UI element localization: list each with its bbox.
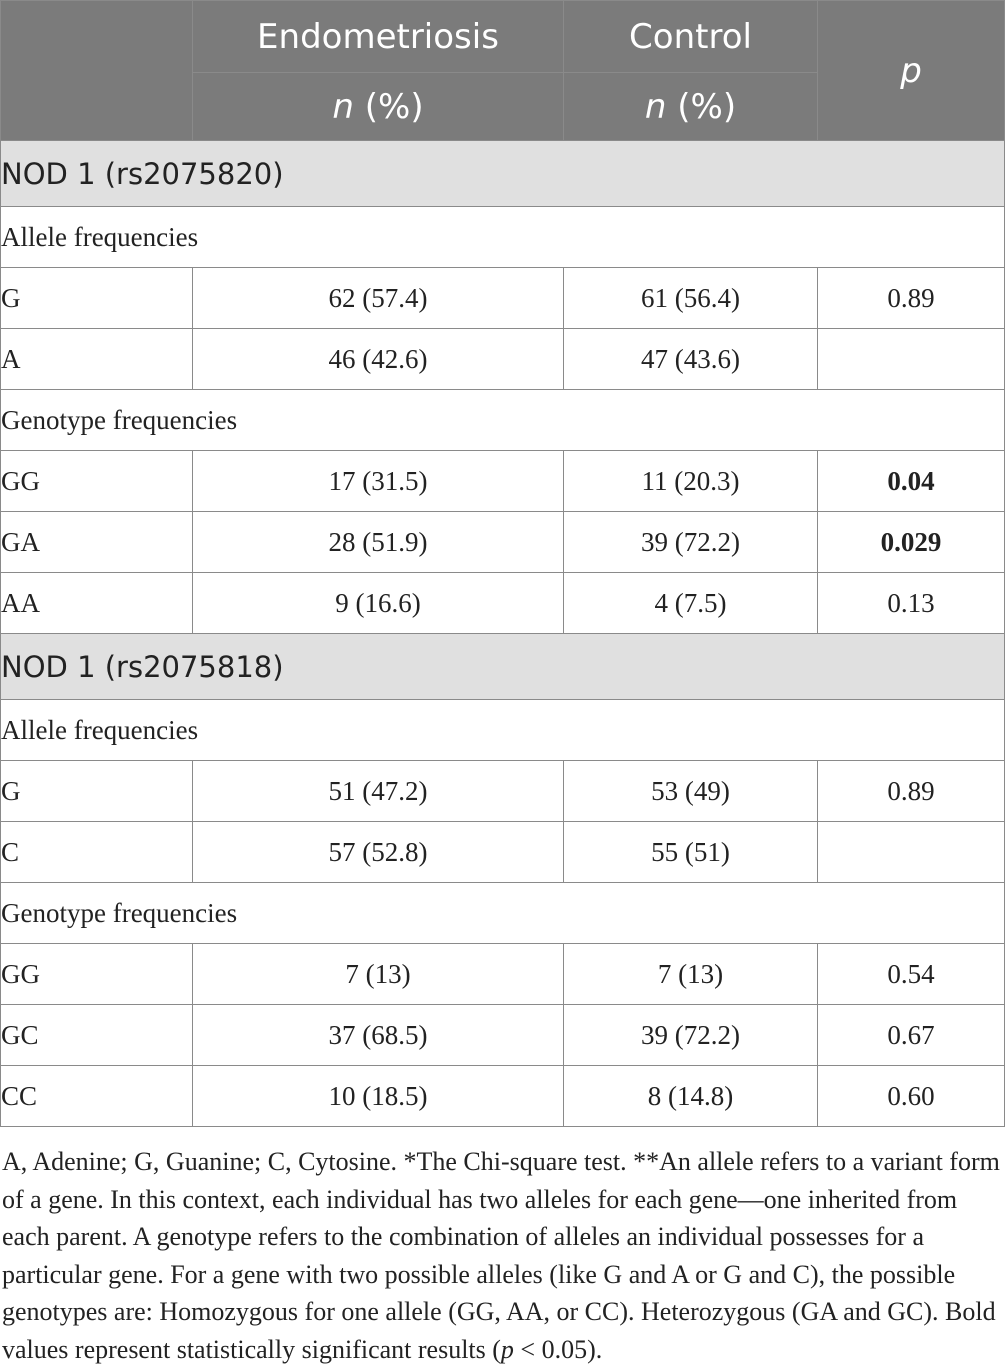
table-footnote — [2, 1143, 1002, 1368]
header-empty-cell — [1, 1, 193, 141]
control-value: 7 (13) — [564, 944, 818, 1005]
table-row — [1, 329, 1005, 390]
row-label: GA — [1, 512, 193, 573]
control-value: 47 (43.6) — [564, 329, 818, 390]
p-value: 0.13 — [818, 573, 1005, 634]
endometriosis-value: 28 (51.9) — [193, 512, 564, 573]
row-label: G — [1, 268, 193, 329]
row-label: C — [1, 822, 193, 883]
p-value: 0.60 — [818, 1066, 1005, 1127]
p-value: 0.029 — [818, 512, 1005, 573]
control-value: 4 (7.5) — [564, 573, 818, 634]
footnote-text-end: < 0.05). — [513, 1334, 603, 1364]
group-row — [1, 207, 1005, 268]
endometriosis-value: 46 (42.6) — [193, 329, 564, 390]
row-label: CC — [1, 1066, 193, 1127]
group-label: Genotype frequencies — [1, 390, 1005, 451]
header-pct-label: (%) — [353, 86, 424, 127]
endometriosis-value: 7 (13) — [193, 944, 564, 1005]
control-value: 39 (72.2) — [564, 1005, 818, 1066]
section-title: NOD 1 (rs2075820) — [1, 141, 1005, 207]
group-row — [1, 700, 1005, 761]
p-value: 0.04 — [818, 451, 1005, 512]
endometriosis-value: 17 (31.5) — [193, 451, 564, 512]
row-label: AA — [1, 573, 193, 634]
row-label: GG — [1, 944, 193, 1005]
header-endometriosis: Endometriosis — [193, 1, 564, 73]
section-title: NOD 1 (rs2075818) — [1, 634, 1005, 700]
endometriosis-value: 57 (52.8) — [193, 822, 564, 883]
row-label: GC — [1, 1005, 193, 1066]
endometriosis-value: 9 (16.6) — [193, 573, 564, 634]
row-label: GG — [1, 451, 193, 512]
endometriosis-value: 37 (68.5) — [193, 1005, 564, 1066]
group-label: Genotype frequencies — [1, 883, 1005, 944]
header-control: Control — [564, 1, 818, 73]
table-row — [1, 1066, 1005, 1127]
header-pct-label: (%) — [666, 86, 737, 127]
table-row — [1, 822, 1005, 883]
table-row — [1, 1005, 1005, 1066]
control-value: 55 (51) — [564, 822, 818, 883]
section-row — [1, 141, 1005, 207]
section-row — [1, 634, 1005, 700]
control-value: 11 (20.3) — [564, 451, 818, 512]
table-row — [1, 761, 1005, 822]
row-label: G — [1, 761, 193, 822]
table-body — [1, 141, 1005, 1127]
footnote-text: A, Adenine; G, Guanine; C, Cytosine. *The Chi-square test. **An allele refers to a variant form of a gene. In this context, each individual has two alleles for each gene—one inherited from each parent. A genotype refers to the combination of alleles an individual possesses for a particular gene. For a gene with two possible alleles (like G and A or G and C), the possible genotypes are: Homozygous for one allele (GG, AA, or CC). Heterozygous (GA and GC). Bold values represent statistically significant results ( — [2, 1147, 1000, 1364]
p-value — [818, 329, 1005, 390]
p-value: 0.54 — [818, 944, 1005, 1005]
group-label: Allele frequencies — [1, 207, 1005, 268]
control-value: 8 (14.8) — [564, 1066, 818, 1127]
control-value: 61 (56.4) — [564, 268, 818, 329]
group-label: Allele frequencies — [1, 700, 1005, 761]
table-row — [1, 268, 1005, 329]
control-value: 39 (72.2) — [564, 512, 818, 573]
footnote-p-letter: p — [500, 1334, 514, 1364]
p-value: 0.89 — [818, 268, 1005, 329]
header-n-label: n — [644, 86, 667, 127]
p-value: 0.89 — [818, 761, 1005, 822]
control-value: 53 (49) — [564, 761, 818, 822]
endometriosis-value: 62 (57.4) — [193, 268, 564, 329]
p-value: 0.67 — [818, 1005, 1005, 1066]
table-header — [1, 1, 1005, 141]
header-endometriosis-unit — [193, 73, 564, 141]
table-row — [1, 573, 1005, 634]
table-row — [1, 944, 1005, 1005]
table-row — [1, 451, 1005, 512]
endometriosis-value: 10 (18.5) — [193, 1066, 564, 1127]
header-p — [818, 1, 1005, 141]
table-row — [1, 512, 1005, 573]
row-label: A — [1, 329, 193, 390]
endometriosis-value: 51 (47.2) — [193, 761, 564, 822]
p-value — [818, 822, 1005, 883]
header-n-label: n — [332, 86, 354, 127]
group-row — [1, 883, 1005, 944]
header-control-unit — [564, 73, 818, 141]
group-row — [1, 390, 1005, 451]
header-p-label: p — [900, 50, 922, 91]
